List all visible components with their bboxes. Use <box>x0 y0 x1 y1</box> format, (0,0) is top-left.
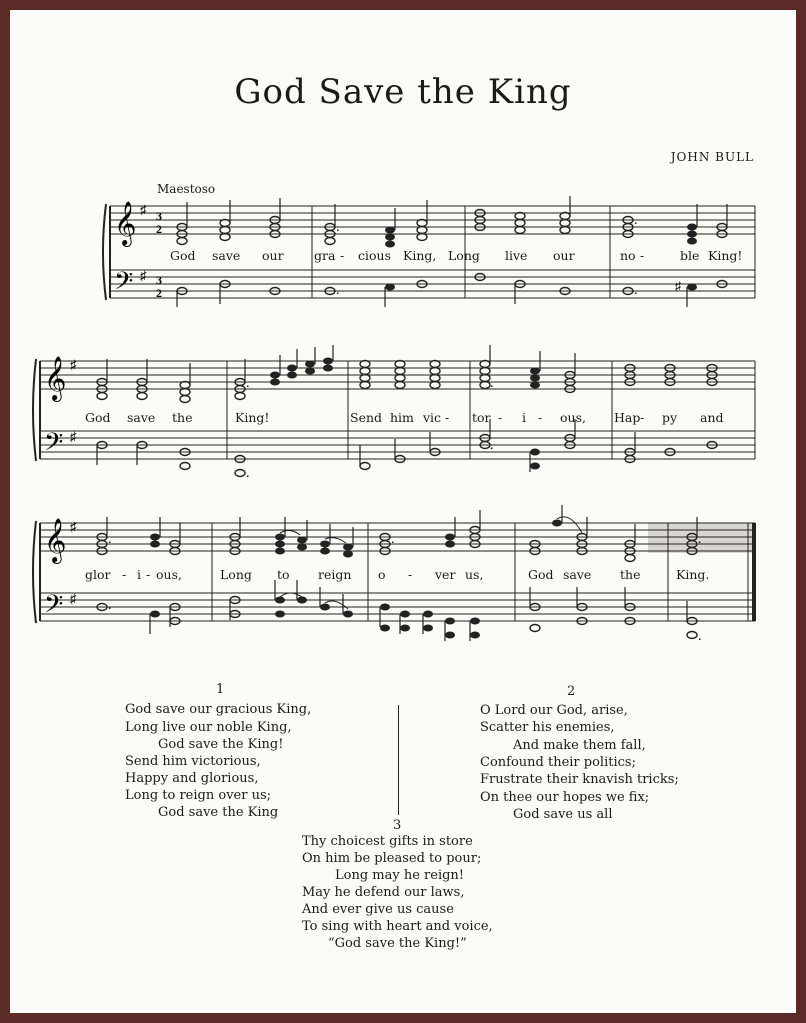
lyric-syllable: save <box>127 410 156 425</box>
svg-text:.: . <box>634 283 638 298</box>
lyric-syllable: no <box>620 248 636 263</box>
music-system-3 <box>30 505 760 655</box>
lyric-syllable: glor <box>85 567 111 582</box>
lyric-syllable: - <box>640 410 645 425</box>
verse-line: And make them fall, <box>513 738 646 753</box>
verse-divider <box>398 705 399 815</box>
lyric-syllable: gra <box>314 248 336 263</box>
lyric-syllable: King! <box>708 248 743 263</box>
svg-text:𝄞: 𝄞 <box>44 356 67 400</box>
verse-1-number: 1 <box>216 682 225 697</box>
verse-line: God save the King! <box>158 737 284 752</box>
lyric-syllable: - <box>408 567 413 582</box>
svg-text:♯: ♯ <box>70 591 77 606</box>
svg-text:.: . <box>698 532 702 547</box>
svg-text:.: . <box>108 598 112 613</box>
lyric-syllable: us, <box>465 567 484 582</box>
lyric-syllable: King. <box>676 567 710 582</box>
lyric-syllable: - <box>122 567 127 582</box>
verse-line: Happy and glorious, <box>125 771 259 786</box>
lyric-syllable: - <box>340 248 345 263</box>
verse-line: Long to reign over us; <box>125 788 271 803</box>
svg-text:♯: ♯ <box>70 429 77 444</box>
svg-text:.: . <box>336 220 340 235</box>
lyrics-system-3 <box>30 567 760 585</box>
svg-text:♯: ♯ <box>140 202 147 217</box>
lyric-syllable: save <box>212 248 241 263</box>
lyric-syllable: our <box>553 248 575 263</box>
lyric-syllable: to <box>277 567 290 582</box>
lyric-syllable: ous, <box>156 567 182 582</box>
lyric-syllable: God <box>528 567 554 582</box>
verse-line: God save us all <box>513 807 613 822</box>
lyrics-system-1 <box>100 248 760 266</box>
svg-text:♯: ♯ <box>140 268 147 283</box>
verse-line: God save our gracious King, <box>125 702 312 717</box>
tempo-marking: Maestoso <box>157 182 216 196</box>
svg-text:.: . <box>246 466 250 481</box>
lyric-syllable: Long <box>448 248 480 263</box>
svg-text:.: . <box>490 376 494 391</box>
svg-text:.: . <box>246 376 250 391</box>
verse-line: Long live our noble King, <box>125 720 292 735</box>
svg-text:𝄞: 𝄞 <box>44 518 67 562</box>
lyric-syllable: - <box>640 248 645 263</box>
svg-text:3: 3 <box>156 209 162 223</box>
music-system-2 <box>30 345 760 485</box>
lyric-syllable: py <box>662 410 678 425</box>
lyric-syllable: the <box>620 567 641 582</box>
lyric-syllable: ver <box>435 567 456 582</box>
verse-line: Long may he reign! <box>335 868 465 883</box>
lyric-syllable: the <box>172 410 193 425</box>
svg-text:𝄢: 𝄢 <box>114 267 134 302</box>
verse-line: Frustrate their knavish tricks; <box>480 772 679 787</box>
lyric-syllable: - <box>498 410 503 425</box>
verse-line: God save the King <box>158 805 279 820</box>
page-title: God Save the King <box>234 72 572 112</box>
verse-line: And ever give us cause <box>302 902 454 917</box>
svg-text:𝄞: 𝄞 <box>114 201 137 245</box>
music-system-1 <box>100 192 760 307</box>
lyric-syllable: - <box>538 410 543 425</box>
svg-text:.: . <box>336 283 340 298</box>
svg-text:.: . <box>634 213 638 228</box>
svg-text:♯: ♯ <box>675 279 681 293</box>
lyric-syllable: our <box>262 248 284 263</box>
composer: JOHN BULL <box>670 150 754 164</box>
lyric-syllable: - <box>445 410 450 425</box>
verse-2-number: 2 <box>567 684 576 699</box>
lyric-syllable: God <box>170 248 196 263</box>
lyric-syllable: ous, <box>560 410 586 425</box>
lyrics-system-2 <box>30 410 760 428</box>
svg-text:♯: ♯ <box>70 357 77 372</box>
verse-line: Thy choicest gifts in store <box>302 834 473 849</box>
lyric-syllable: King! <box>235 410 270 425</box>
lyric-syllable: him <box>390 410 414 425</box>
verse-line: O Lord our God, arise, <box>480 703 628 718</box>
lyric-syllable: Hap <box>614 410 641 425</box>
lyric-syllable: cious <box>358 248 391 263</box>
lyric-syllable: i <box>522 410 526 425</box>
lyric-syllable: vic <box>423 410 442 425</box>
lyric-syllable: reign <box>318 567 352 582</box>
lyric-syllable: ble <box>680 248 700 263</box>
svg-text:𝄢: 𝄢 <box>44 428 64 463</box>
lyric-syllable: God <box>85 410 111 425</box>
svg-text:𝄢: 𝄢 <box>44 590 64 625</box>
svg-text:♯: ♯ <box>70 519 77 534</box>
verse-line: To sing with heart and voice, <box>302 919 493 934</box>
lyric-syllable: save <box>563 567 592 582</box>
verse-line: Scatter his enemies, <box>480 720 615 735</box>
svg-text:2: 2 <box>156 222 162 236</box>
verse-3-number: 3 <box>393 818 402 833</box>
lyric-syllable: King, <box>403 248 437 263</box>
svg-text:.: . <box>490 438 494 453</box>
lyric-syllable: and <box>700 410 724 425</box>
verse-line: Send him victorious, <box>125 754 261 769</box>
verse-line: Confound their politics; <box>480 755 636 770</box>
lyric-syllable: Long <box>220 567 252 582</box>
svg-text:.: . <box>108 532 112 547</box>
lyric-syllable: i <box>137 567 141 582</box>
lyric-syllable: - <box>146 567 151 582</box>
lyric-syllable: o <box>378 567 386 582</box>
verse-line: On thee our hopes we fix; <box>480 790 650 805</box>
svg-text:.: . <box>391 532 395 547</box>
svg-text:2: 2 <box>156 286 162 300</box>
svg-text:3: 3 <box>156 273 162 287</box>
verse-line: May he defend our laws, <box>302 885 465 900</box>
verse-line: “God save the King!” <box>328 936 467 951</box>
lyric-syllable: Send <box>350 410 383 425</box>
lyric-syllable: tor <box>472 410 491 425</box>
lyric-syllable: live <box>505 248 528 263</box>
svg-text:.: . <box>698 629 702 644</box>
verse-line: On him be pleased to pour; <box>302 851 482 866</box>
